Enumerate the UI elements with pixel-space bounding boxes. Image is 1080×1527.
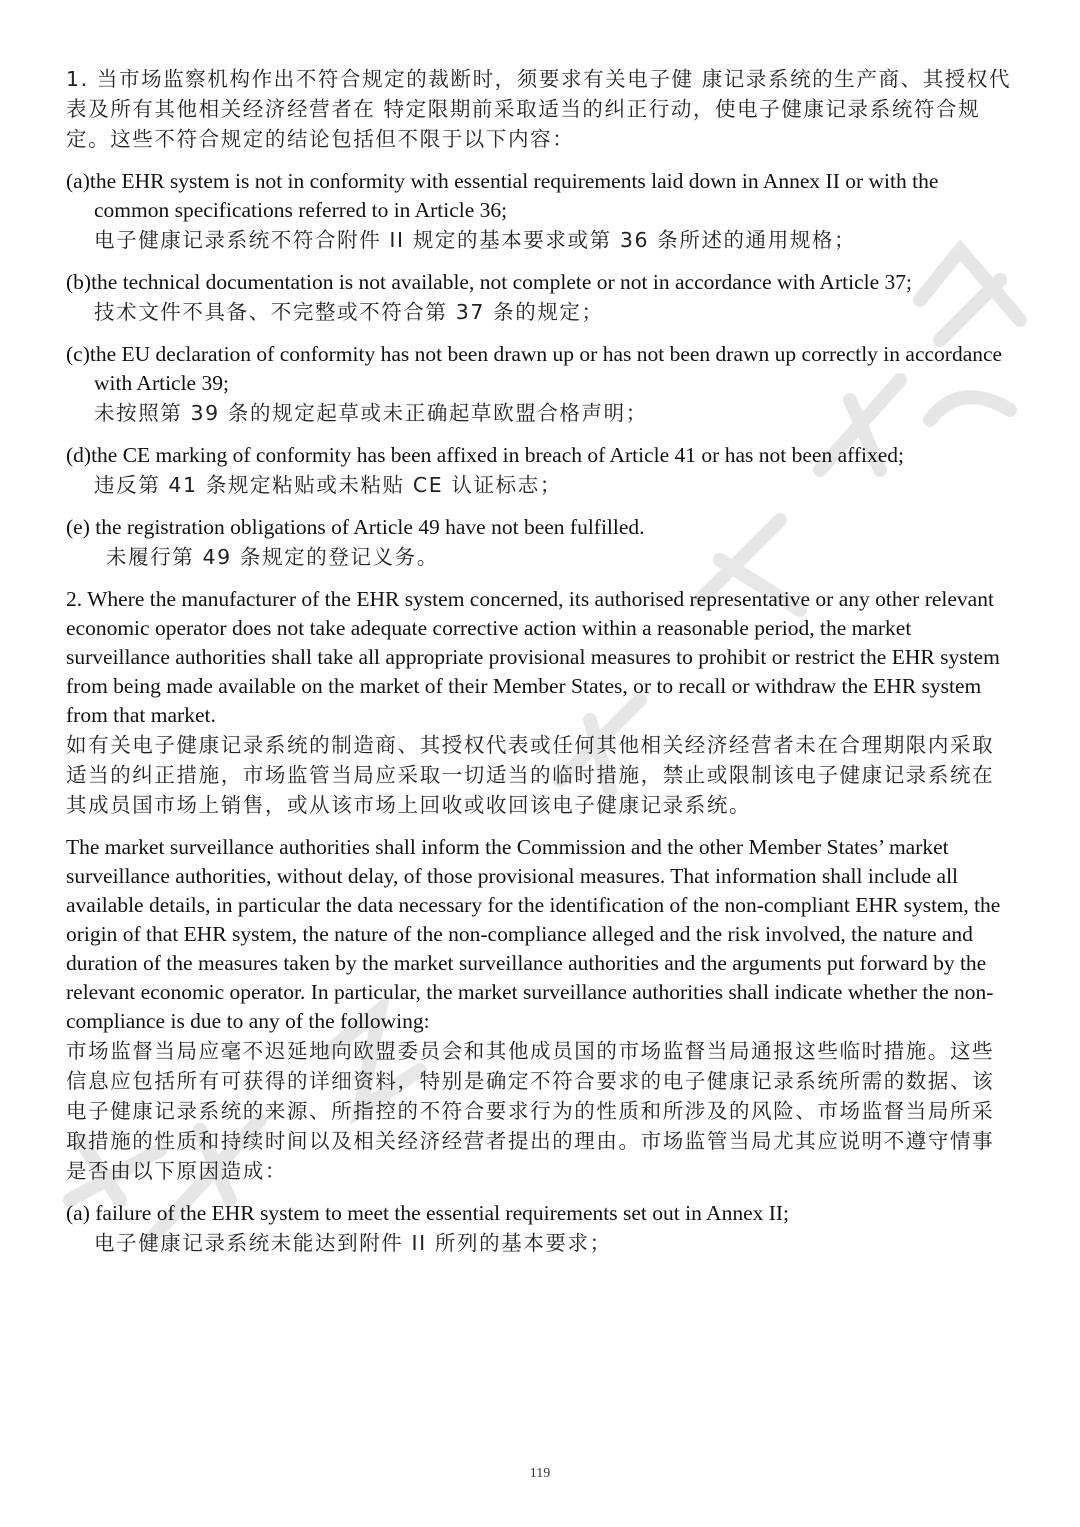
list-item-zh: 电子健康记录系统未能达到附件 II 所列的基本要求； bbox=[94, 1231, 612, 1255]
paragraph-3 bbox=[66, 833, 1016, 1186]
list-item-zh: 未履行第 49 条规定的登记义务。 bbox=[106, 545, 439, 569]
list-item-en: (d)the CE marking of conformity has been affixed in breach of Article 41 or has not been affixed; bbox=[66, 443, 905, 467]
list-item-zh: 电子健康记录系统不符合附件 II 规定的基本要求或第 36 条所述的通用规格； bbox=[94, 228, 857, 252]
list-item-zh: 技术文件不具备、不完整或不符合第 37 条的规定； bbox=[94, 300, 604, 324]
list-item-en: (a)the EHR system is not in conformity with essential requirements laid down in Annex II or with the common specifications referred to in Article 36; bbox=[66, 169, 939, 222]
list-item-en: (a) failure of the EHR system to meet the essential requirements set out in Annex II; bbox=[66, 1201, 790, 1225]
list-item bbox=[66, 268, 1016, 327]
list-item-zh: 未按照第 39 条的规定起草或未正确起草欧盟合格声明； bbox=[94, 401, 648, 425]
list-item-en: (e) the registration obligations of Article 49 have not been fulfilled. bbox=[66, 515, 645, 539]
conditions-list bbox=[66, 167, 1016, 572]
list-item bbox=[66, 340, 1016, 428]
list-item bbox=[66, 1199, 1016, 1258]
paragraph-2-en: 2. Where the manufacturer of the EHR system concerned, its authorised representative or any other relevant economic operator does not take adequate corrective action within a reasonable period, the market surveillance authorities shall take all appropriate provisional measures to prohibit or restrict the EHR system from being made available on the market of their Member States, or to recall or withdraw the EHR system from that market. bbox=[66, 587, 1000, 727]
page-number: 119 bbox=[529, 1466, 551, 1481]
document-page bbox=[66, 64, 1016, 1484]
list-item bbox=[66, 513, 1016, 572]
list-item-en: (c)the EU declaration of conformity has not been drawn up or has not been drawn up correctly in accordance with Article 39; bbox=[66, 342, 1003, 395]
list-item-en: (b)the technical documentation is not available, not complete or not in accordance with Article 37; bbox=[66, 270, 912, 294]
intro-paragraph-zh: 1. 当市场监察机构作出不符合规定的裁断时，须要求有关电子健 康记录系统的生产商、其授权代表及所有其他相关经济经营者在 特定限期前采取适当的纠正行动，使电子健康记录系统符合规定。这些不符合规定的结论包括但不限于以下内容： bbox=[66, 67, 1012, 151]
list-item bbox=[66, 167, 1016, 255]
paragraph-2 bbox=[66, 585, 1016, 820]
paragraph-2-zh: 如有关电子健康记录系统的制造商、其授权代表或任何其他相关经济经营者未在合理期限内采取适当的纠正措施，市场监管当局应采取一切适当的临时措施，禁止或限制该电子健康记录系统在其成员国市场上销售，或从该市场上回收或收回该电子健康记录系统。 bbox=[66, 733, 995, 817]
paragraph-3-zh: 市场监督当局应毫不迟延地向欧盟委员会和其他成员国的市场监督当局通报这些临时措施。这些信息应包括所有可获得的详细资料，特别是确定不符合要求的电子健康记录系统所需的数据、该电子健康记录系统的来源、所指控的不符合要求行为的性质和所涉及的风险、市场监督当局所采取措施的性质和持续时间以及相关经济经营者提出的理由。市场监管当局尤其应说明不遵守情事是否由以下原因造成： bbox=[66, 1039, 995, 1183]
list-item-zh: 违反第 41 条规定粘贴或未粘贴 CE 认证标志； bbox=[94, 473, 562, 497]
paragraph-3-en: The market surveillance authorities shall inform the Commission and the other Member States’ market surveillance authorities, without delay, of those provisional measures. That information shall include all available details, in particular the data necessary for the identification of the non-compliant EHR system, the origin of that EHR system, the nature of the non-compliance alleged and the risk involved, the nature and duration of the measures taken by the market surveillance authorities and the arguments put forward by the relevant economic operator. In particular, the market surveillance authorities shall indicate whether the non-compliance is due to any of the following: bbox=[66, 835, 1001, 1033]
reasons-list bbox=[66, 1199, 1016, 1258]
list-item bbox=[66, 441, 1016, 500]
